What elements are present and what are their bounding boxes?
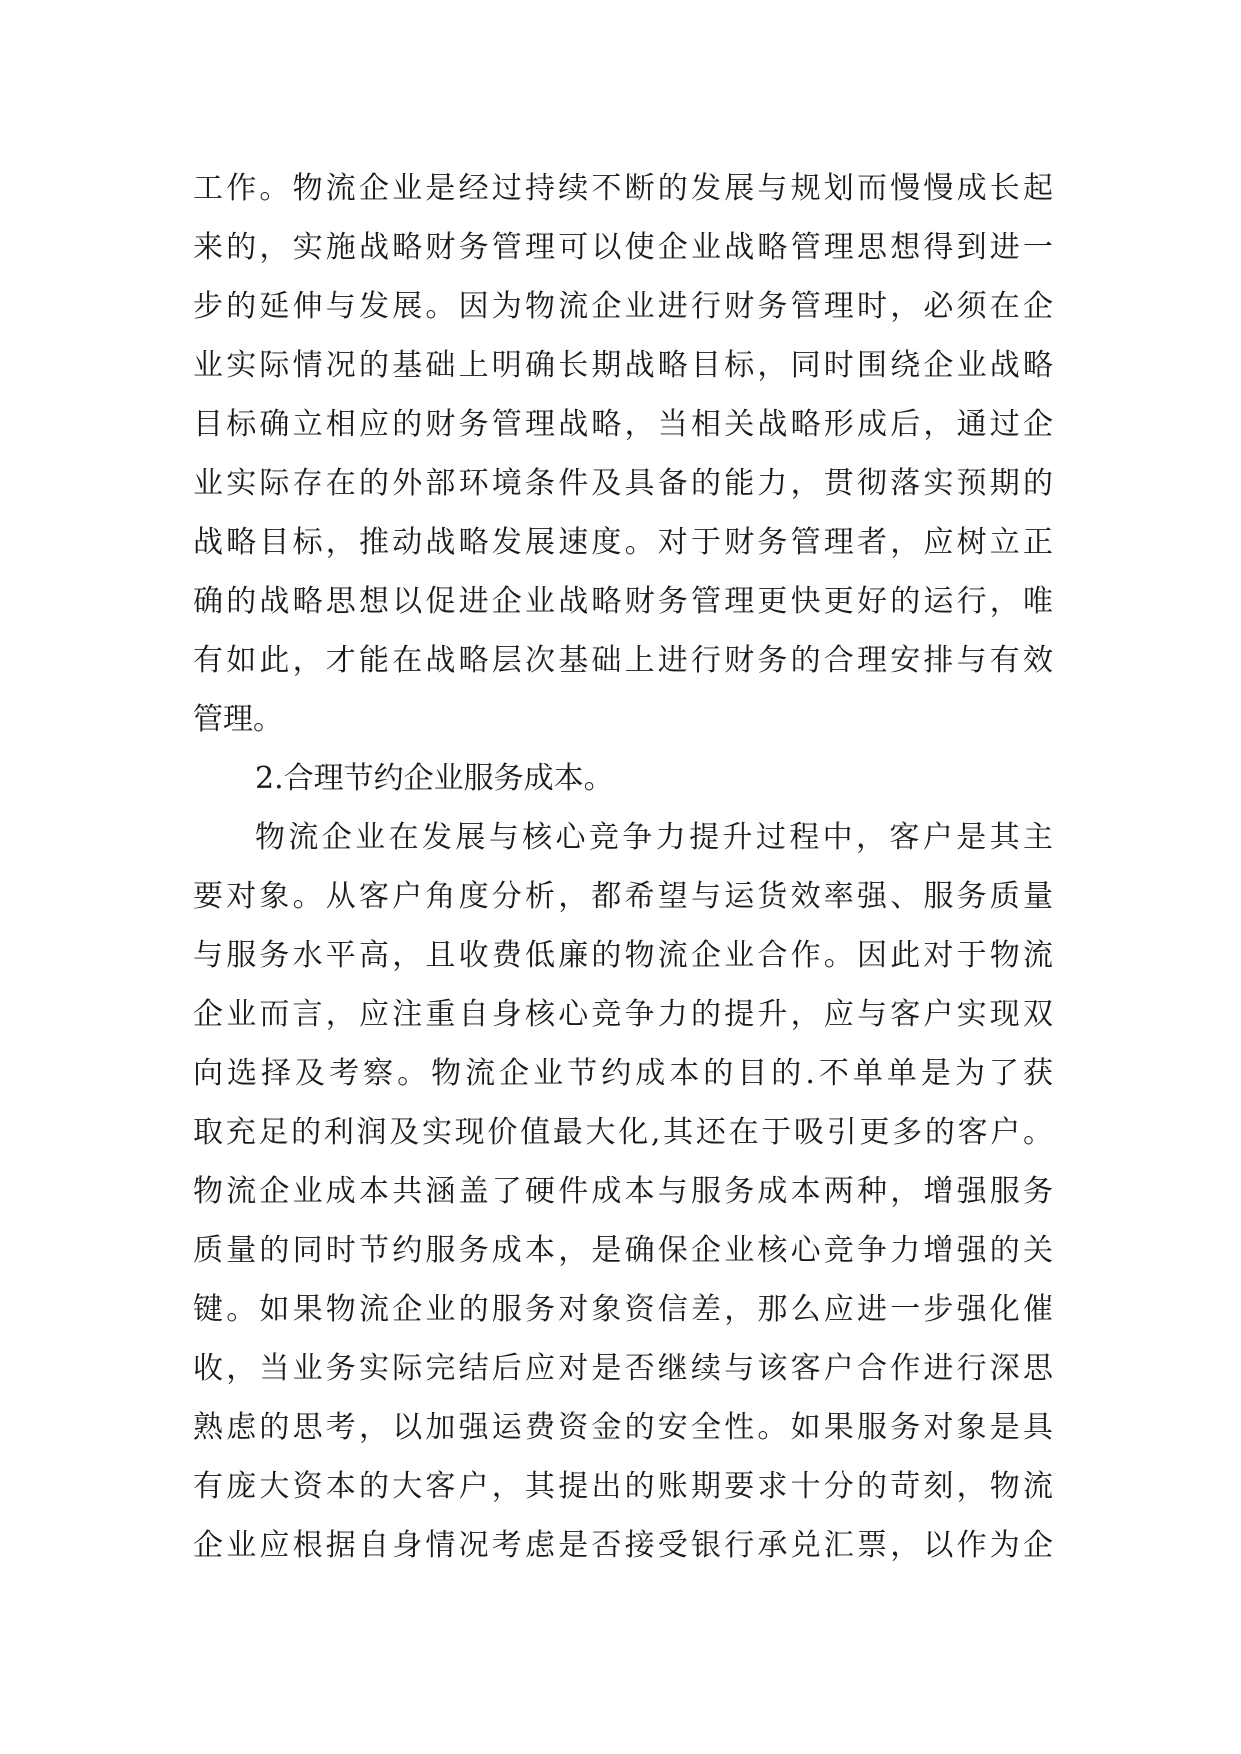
paragraph-1-line-8: 确的战略思想以促进企业战略财务管理更快更好的运行，唯 [193, 584, 1053, 619]
paragraph-1-line-1: 工作。物流企业是经过持续不断的发展与规划而慢慢成长起 [193, 171, 1053, 206]
paragraph-2-line-2: 要对象。从客户角度分析，都希望与运货效率强、服务质量 [193, 879, 1053, 914]
paragraph-2-line-8: 质量的同时节约服务成本，是确保企业核心竞争力增强的关 [193, 1233, 1053, 1268]
paragraph-1-line-5: 目标确立相应的财务管理战略，当相关战略形成后，通过企 [193, 407, 1053, 442]
paragraph-1-line-9: 有如此，才能在战略层次基础上进行财务的合理安排与有效 [193, 643, 1053, 678]
paragraph-1-line-4: 业实际情况的基础上明确长期战略目标，同时围绕企业战略 [193, 348, 1053, 383]
paragraph-1-line-6: 业实际存在的外部环境条件及具备的能力，贯彻落实预期的 [193, 466, 1053, 501]
paragraph-2-line-1: 物流企业在发展与核心竞争力提升过程中，客户是其主 [255, 820, 1053, 855]
paragraph-1-line-10: 管理。 [193, 702, 283, 737]
paragraph-1-line-2: 来的，实施战略财务管理可以使企业战略管理思想得到进一 [193, 230, 1053, 265]
paragraph-1-line-7: 战略目标，推动战略发展速度。对于财务管理者，应树立正 [193, 525, 1053, 560]
paragraph-2-line-11: 熟虑的思考，以加强运费资金的安全性。如果服务对象是具 [193, 1410, 1053, 1445]
paragraph-2-line-3: 与服务水平高，且收费低廉的物流企业合作。因此对于物流 [193, 938, 1053, 973]
paragraph-2-line-7: 物流企业成本共涵盖了硬件成本与服务成本两种，增强服务 [193, 1174, 1053, 1209]
section-heading: 2.合理节约企业服务成本。 [255, 761, 614, 796]
paragraph-2-line-13: 企业应根据自身情况考虑是否接受银行承兑汇票，以作为企 [193, 1528, 1053, 1563]
paragraph-2-line-12: 有庞大资本的大客户，其提出的账期要求十分的苛刻，物流 [193, 1469, 1053, 1504]
paragraph-2-line-5: 向选择及考察。物流企业节约成本的目的.不单单是为了获 [193, 1056, 1053, 1091]
paragraph-1-line-3: 步的延伸与发展。因为物流企业进行财务管理时，必须在企 [193, 289, 1053, 324]
paragraph-2-line-10: 收，当业务实际完结后应对是否继续与该客户合作进行深思 [193, 1351, 1053, 1386]
paragraph-2-line-9: 键。如果物流企业的服务对象资信差，那么应进一步强化催 [193, 1292, 1053, 1327]
paragraph-2-line-6: 取充足的利润及实现价值最大化,其还在于吸引更多的客户。 [193, 1115, 1053, 1150]
paragraph-2-line-4: 企业而言，应注重自身核心竞争力的提升，应与客户实现双 [193, 997, 1053, 1032]
